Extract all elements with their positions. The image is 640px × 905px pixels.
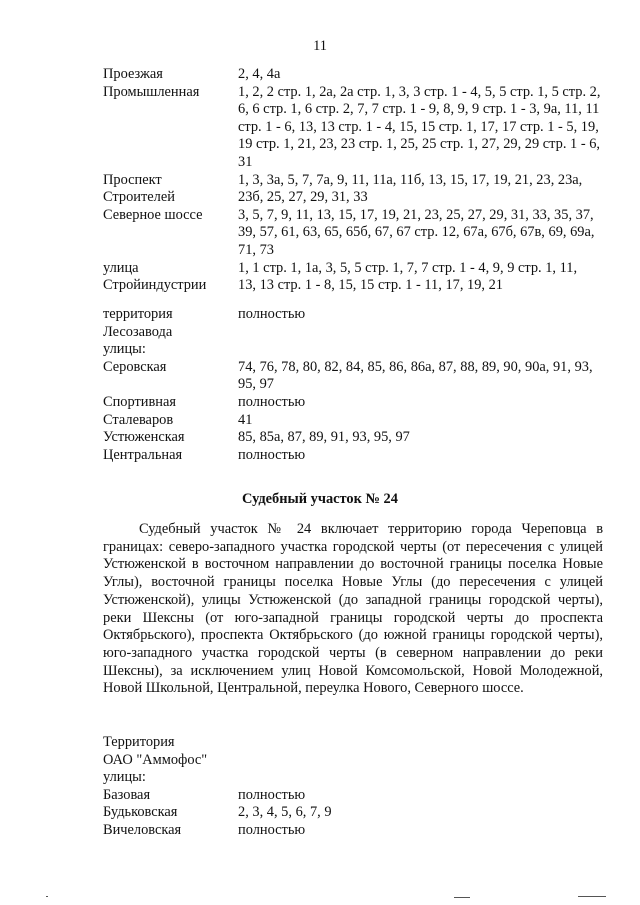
house-numbers: 3, 5, 7, 9, 11, 13, 15, 17, 19, 21, 23, 25, 27, 29, 31, 33, 35, 37, 39, 57, 61, 63, 65, 65б, 67, 67 стр. 12, 67а, 67б, 67в, 69, 69а, 71, 73: [238, 206, 595, 258]
house-numbers: полностью: [238, 786, 306, 803]
list-item: [103, 341, 603, 359]
house-numbers: [238, 734, 603, 752]
house-numbers: 2, 4, 4а: [238, 66, 281, 82]
house-numbers: [238, 341, 603, 359]
street-list-1: [103, 66, 603, 295]
street-name: Проспект: [103, 171, 162, 188]
list-item: [103, 84, 603, 172]
house-numbers: 74, 76, 78, 80, 82, 84, 85, 86, 86а, 87, 88, 89, 90, 90а, 91, 93, 95, 97: [238, 358, 593, 393]
list-item: [103, 324, 603, 342]
street-name: Серовская: [103, 358, 167, 375]
street-name: Стройиндустрии: [103, 277, 207, 294]
street-name: Базовая: [103, 786, 151, 803]
list-item: [103, 207, 603, 260]
street-name: Проезжая: [103, 66, 163, 82]
street-name: Спортивная: [103, 393, 176, 410]
list-item: [103, 306, 603, 324]
section-heading: Судебный участок № 24: [242, 491, 398, 507]
list-item: [103, 769, 603, 787]
street-name: улицы:: [103, 341, 146, 358]
scan-artifacts: [0, 895, 640, 901]
house-numbers: 1, 2, 2 стр. 1, 2а, 2а стр. 1, 3, 3 стр. 1 - 4, 5, 5 стр. 1, 5 стр. 2, 6, 6 стр. 1, 6 стр. 2, 7, 7 стр. 1 - 9, 8, 9, 9 стр. 1 - 3, 9а, 11, 11 стр. 1 - 6, 13, 13 стр. 1 - 4, 15, 15 стр. 1, 17, 17 стр. 1 - 5, 19, 19 стр. 1, 21, 23, 23 стр. 1, 25, 25 стр. 1, 27, 29, 29 стр. 1 - 6, 31: [238, 83, 601, 170]
house-numbers: 23б, 25, 27, 29, 31, 33: [238, 189, 368, 206]
house-numbers: [238, 324, 603, 342]
list-item: [103, 66, 603, 84]
house-numbers: 1, 1 стр. 1, 1а, 3, 5, 5 стр. 1, 7, 7 стр. 1 - 4, 9, 9 стр. 1, 11,: [238, 259, 578, 276]
street-name: Центральная: [103, 446, 183, 463]
street-name: Территория: [103, 734, 175, 750]
list-item: [103, 752, 603, 770]
street-name: территория: [103, 306, 173, 322]
street-name: Устюженская: [103, 429, 185, 446]
list-item: [103, 277, 603, 295]
street-name: Лесозавода: [103, 323, 173, 340]
street-name: ОАО "Аммофос": [103, 751, 208, 768]
list-item: [103, 447, 603, 465]
street-name: улицы:: [103, 769, 146, 786]
street-list-2: [103, 306, 603, 464]
list-item: [103, 394, 603, 412]
street-name: улица: [103, 259, 139, 276]
house-numbers: 2, 3, 4, 5, 6, 7, 9: [238, 804, 332, 821]
house-numbers: полностью: [238, 446, 306, 463]
scan-mark: [46, 896, 48, 897]
list-item: [103, 787, 603, 805]
scan-mark: [578, 896, 606, 897]
list-item: [103, 359, 603, 394]
list-item: [103, 260, 603, 278]
house-numbers: [238, 752, 603, 770]
street-name: Промышленная: [103, 83, 200, 100]
list-item: [103, 189, 603, 207]
house-numbers: полностью: [238, 306, 306, 322]
street-list-3: [103, 734, 603, 840]
house-numbers: полностью: [238, 393, 306, 410]
section-paragraph: Судебный участок № 24 включает территорию города Череповца в границах: северо-западного участка городской черты (от пересечения с улицей Устюженской в восточном направлении до восточной границы поселка Новые Углы), восточной границы поселка Новые Углы (до пересечения с улицей Устюженской), улицы Устюженской (до западной границы городской черты), реки Шексны (от юго-западной границы городской черты до проспекта Октябрьского), проспекта Октябрьского (до южной границы городской черты), юго-западного участка городской черты (в северном направлении до реки Шексны), за исключением улиц Новой Комсомольской, Новой Молодежной, Новой Школьной, Центральной, переулка Нового, Северного шоссе.: [103, 521, 603, 697]
house-numbers: 1, 3, 3а, 5, 7, 7а, 9, 11, 11а, 11б, 13, 15, 17, 19, 21, 23, 23а,: [238, 171, 583, 188]
list-item: [103, 804, 603, 822]
list-item: [103, 412, 603, 430]
scan-mark: [454, 897, 470, 898]
street-name: Строителей: [103, 189, 175, 206]
house-numbers: 41: [238, 411, 253, 428]
list-item: [103, 734, 603, 752]
house-numbers: полностью: [238, 821, 306, 838]
page-number: 11: [313, 38, 327, 54]
house-numbers: 13, 13 стр. 1 - 8, 15, 15 стр. 1 - 11, 17, 19, 21: [238, 277, 504, 294]
list-item: [103, 822, 603, 840]
list-item: [103, 429, 603, 447]
list-item: [103, 172, 603, 190]
house-numbers: [238, 769, 603, 787]
street-name: Вичеловская: [103, 821, 182, 838]
house-numbers: 85, 85а, 87, 89, 91, 93, 95, 97: [238, 429, 410, 446]
street-name: Северное шоссе: [103, 206, 203, 223]
street-name: Сталеваров: [103, 411, 174, 428]
street-name: Будьковская: [103, 804, 178, 821]
